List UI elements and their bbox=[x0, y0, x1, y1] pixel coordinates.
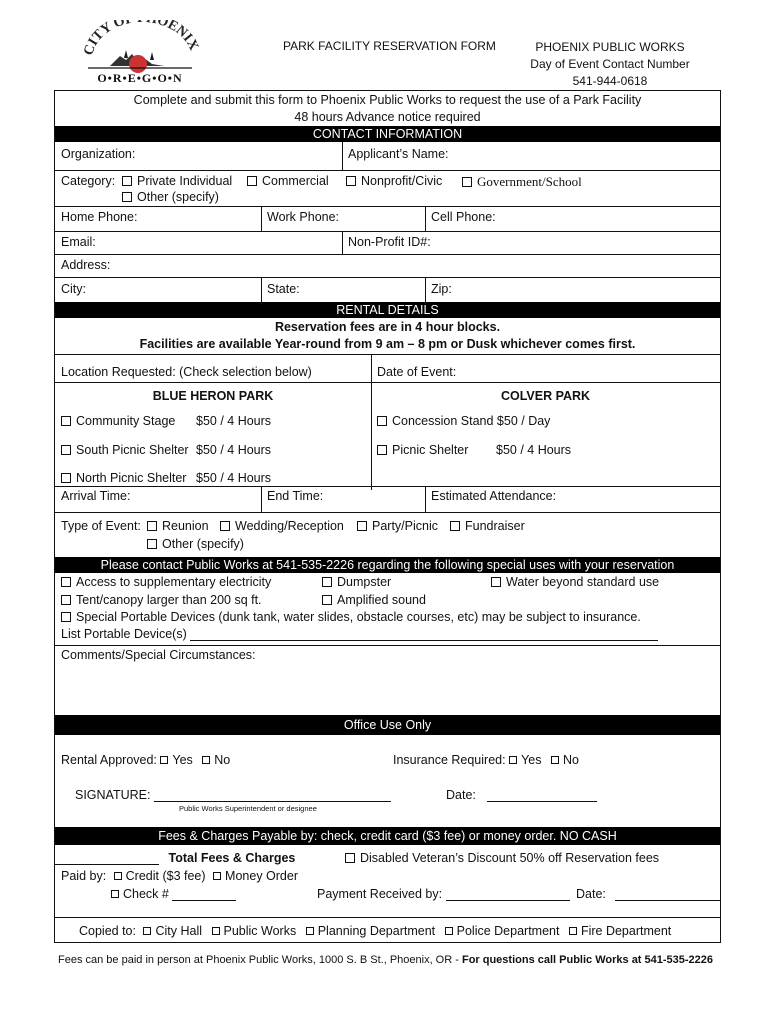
facility-row-2 bbox=[55, 433, 720, 462]
dept-name: PHOENIX PUBLIC WORKS bbox=[535, 40, 685, 54]
checkbox-icon bbox=[122, 192, 132, 202]
yes-label: Yes bbox=[521, 753, 542, 767]
total-fees-line[interactable] bbox=[55, 851, 159, 865]
type-wedding-checkbox[interactable] bbox=[220, 519, 344, 533]
category-row bbox=[55, 171, 720, 207]
city-row bbox=[55, 278, 720, 302]
logo-arc-text: CITY O OENIX bbox=[81, 20, 200, 58]
footer-payment-note: Fees can be paid in person at Phoenix Public Works, 1000 S. B St., Phoenix, OR - bbox=[58, 954, 462, 966]
category-label: Category: bbox=[61, 174, 116, 188]
svg-text:CITY OF PHOENIX bbox=[81, 20, 200, 57]
rental-notes bbox=[55, 318, 720, 355]
organization-row bbox=[55, 142, 720, 171]
yes-label: Yes bbox=[172, 753, 193, 767]
checkbox-icon bbox=[377, 445, 387, 455]
rental-approved-row bbox=[61, 753, 230, 767]
office-date-line[interactable] bbox=[487, 790, 597, 802]
intro-line-2: 48 hours Advance notice required bbox=[294, 110, 481, 124]
fees-bar: Fees & Charges Payable by: check, credit card ($3 fee) or money order. NO CASH bbox=[55, 827, 720, 845]
amplified-sound-checkbox[interactable] bbox=[322, 593, 426, 607]
category-nonprofit-checkbox[interactable] bbox=[346, 174, 442, 188]
organization-field[interactable]: Organization: bbox=[61, 147, 136, 161]
concession-stand-label: Concession Stand $50 / Day bbox=[392, 414, 551, 428]
office-use-section bbox=[55, 735, 720, 827]
community-stage-label: Community Stage bbox=[76, 414, 176, 428]
category-other-checkbox[interactable] bbox=[122, 190, 219, 204]
checkbox-icon bbox=[345, 853, 355, 863]
checkbox-icon bbox=[509, 756, 517, 764]
water-label: Water beyond standard use bbox=[506, 575, 660, 589]
special-uses-bar: Please contact Public Works at 541-535-2226 regarding the following special uses with your reservation bbox=[55, 557, 720, 573]
payment-received-label: Payment Received by: bbox=[317, 887, 443, 901]
copy-city-hall-label: City Hall bbox=[155, 924, 203, 938]
type-other-label: Other (specify) bbox=[162, 537, 244, 551]
payment-date-line[interactable] bbox=[615, 889, 721, 901]
checkbox-icon bbox=[491, 577, 501, 587]
checkbox-icon bbox=[220, 521, 230, 531]
signature-label: SIGNATURE: bbox=[75, 788, 151, 802]
rental-approved-label: Rental Approved: bbox=[61, 753, 157, 767]
email-field[interactable]: Email: bbox=[61, 235, 96, 249]
special-uses-section bbox=[55, 573, 720, 646]
type-wedding-label: Wedding/Reception bbox=[235, 519, 344, 533]
address-row bbox=[55, 255, 720, 278]
total-fees-field[interactable] bbox=[55, 851, 295, 865]
copy-public-works-label: Public Works bbox=[223, 924, 297, 938]
checkbox-icon bbox=[202, 756, 210, 764]
date-of-event-field[interactable]: Date of Event: bbox=[377, 365, 457, 379]
paid-by-label: Paid by: bbox=[61, 869, 107, 883]
hours-note: Facilities are available Year-round from 9 am – 8 pm or Dusk whichever comes first. bbox=[139, 337, 636, 351]
contact-number: 541-944-0618 bbox=[572, 74, 648, 88]
north-picnic-shelter-fee: $50 / 4 Hours bbox=[196, 471, 272, 485]
checkbox-icon bbox=[61, 595, 71, 605]
reservation-form bbox=[54, 90, 721, 943]
applicant-name-field[interactable]: Applicant’s Name: bbox=[348, 147, 449, 161]
paid-check-label: Check # bbox=[123, 887, 169, 901]
office-date-field[interactable] bbox=[446, 788, 597, 802]
paid-credit-checkbox[interactable] bbox=[114, 869, 206, 883]
checkbox-icon bbox=[61, 473, 71, 483]
end-time-field[interactable]: End Time: bbox=[267, 489, 324, 503]
footer-questions-note: For questions call Public Works at 541-535-2226 bbox=[461, 954, 714, 966]
tent-checkbox[interactable] bbox=[61, 593, 262, 607]
no-label: No bbox=[562, 753, 579, 767]
community-stage-fee: $50 / 4 Hours bbox=[196, 414, 272, 428]
category-nonprofit-label: Nonprofit/Civic bbox=[361, 174, 443, 188]
checkbox-icon bbox=[462, 177, 472, 187]
rental-details-bar: RENTAL DETAILS bbox=[55, 302, 720, 318]
time-row bbox=[55, 486, 720, 513]
portable-device-list-label: List Portable Device(s) bbox=[61, 627, 187, 641]
copied-to-row bbox=[55, 917, 720, 943]
dumpster-checkbox[interactable] bbox=[322, 575, 391, 589]
phone-row bbox=[55, 207, 720, 232]
copy-fire-checkbox[interactable] bbox=[569, 924, 671, 938]
checkbox-icon bbox=[247, 176, 257, 186]
copied-to-list bbox=[79, 924, 671, 938]
category-commercial-checkbox[interactable] bbox=[247, 174, 329, 188]
check-number-line[interactable] bbox=[172, 889, 236, 901]
checkbox-icon bbox=[213, 872, 221, 880]
type-fundraiser-label: Fundraiser bbox=[465, 519, 525, 533]
checkbox-icon bbox=[61, 612, 71, 622]
footer-note bbox=[58, 954, 713, 966]
copied-to-label: Copied to: bbox=[79, 924, 136, 938]
nonprofit-id-field[interactable]: Non-Profit ID#: bbox=[348, 235, 431, 249]
electricity-checkbox[interactable] bbox=[61, 575, 271, 589]
colver-picnic-shelter-fee: $50 / 4 Hours bbox=[496, 443, 572, 457]
tent-label: Tent/canopy larger than 200 sq ft. bbox=[76, 593, 262, 607]
fees-section bbox=[55, 845, 720, 916]
intro-line-1: Complete and submit this form to Phoenix Public Works to request the use of a Park Facility bbox=[133, 93, 642, 107]
rental-approved-yes[interactable] bbox=[160, 753, 192, 767]
colver-park-heading: COLVER PARK bbox=[500, 389, 591, 403]
checkbox-icon bbox=[212, 927, 220, 935]
checkbox-icon bbox=[346, 176, 356, 186]
category-government-label: Government/School bbox=[477, 174, 582, 189]
contact-label: Day of Event Contact Number bbox=[530, 57, 690, 71]
office-date-label: Date: bbox=[446, 788, 476, 802]
comments-section bbox=[55, 646, 720, 715]
city-logo bbox=[80, 20, 200, 86]
checkbox-icon bbox=[445, 927, 453, 935]
category-private-label: Private Individual bbox=[137, 174, 233, 188]
insurance-no[interactable] bbox=[551, 753, 579, 767]
logo-oregon-text: O•R•E•G•O•N bbox=[97, 71, 183, 85]
category-government-checkbox[interactable] bbox=[462, 174, 582, 190]
email-row bbox=[55, 232, 720, 255]
south-picnic-shelter-label: South Picnic Shelter bbox=[76, 443, 189, 457]
payment-date-field[interactable] bbox=[576, 887, 721, 901]
arrival-time-field[interactable]: Arrival Time: bbox=[61, 489, 131, 503]
facility-row-1 bbox=[55, 404, 720, 433]
colver-picnic-shelter-label: Picnic Shelter bbox=[392, 443, 469, 457]
north-picnic-shelter-checkbox[interactable] bbox=[61, 471, 186, 485]
portable-devices-label: Special Portable Devices (dunk tank, water slides, obstacle courses, etc) may be subject to insurance. bbox=[76, 610, 641, 624]
copy-planning-checkbox[interactable] bbox=[306, 924, 435, 938]
work-phone-field[interactable]: Work Phone: bbox=[267, 210, 340, 224]
copy-city-hall-checkbox[interactable] bbox=[143, 924, 202, 938]
checkbox-icon bbox=[61, 416, 71, 426]
insurance-required-row bbox=[393, 753, 579, 767]
type-fundraiser-checkbox[interactable] bbox=[450, 519, 525, 533]
checkbox-icon bbox=[160, 756, 168, 764]
estimated-attendance-field[interactable]: Estimated Attendance: bbox=[431, 489, 557, 503]
paid-credit-label: Credit ($3 fee) bbox=[125, 869, 206, 883]
checkbox-icon bbox=[377, 416, 387, 426]
paid-money-order-label: Money Order bbox=[225, 869, 298, 883]
rental-approved-no[interactable] bbox=[202, 753, 230, 767]
checkbox-icon bbox=[569, 927, 577, 935]
water-checkbox[interactable] bbox=[491, 575, 659, 589]
checkbox-icon bbox=[61, 445, 71, 455]
category-other-label: Other (specify) bbox=[137, 190, 219, 204]
colver-picnic-shelter-checkbox[interactable] bbox=[377, 443, 468, 457]
insurance-yes[interactable] bbox=[509, 753, 541, 767]
payment-received-line[interactable] bbox=[446, 889, 570, 901]
north-picnic-shelter-label: North Picnic Shelter bbox=[76, 471, 187, 485]
portable-devices-checkbox[interactable] bbox=[61, 610, 641, 624]
copy-fire-label: Fire Department bbox=[580, 924, 672, 938]
checkbox-icon bbox=[143, 927, 151, 935]
event-type-row bbox=[55, 513, 720, 557]
checkbox-icon bbox=[147, 521, 157, 531]
checkbox-icon bbox=[111, 890, 119, 898]
checkbox-icon bbox=[551, 756, 559, 764]
type-party-label: Party/Picnic bbox=[372, 519, 438, 533]
copy-planning-label: Planning Department bbox=[317, 924, 436, 938]
copy-police-checkbox[interactable] bbox=[445, 924, 560, 938]
copy-public-works-checkbox[interactable] bbox=[212, 924, 297, 938]
copy-police-label: Police Department bbox=[456, 924, 560, 938]
location-requested-label: Location Requested: (Check selection below) bbox=[61, 365, 312, 379]
cell-phone-field[interactable]: Cell Phone: bbox=[431, 210, 496, 224]
form-title: PARK FACILITY RESERVATION FORM bbox=[283, 39, 496, 53]
office-use-bar: Office Use Only bbox=[55, 715, 720, 735]
electricity-label: Access to supplementary electricity bbox=[76, 575, 272, 589]
payment-received-field[interactable] bbox=[317, 887, 570, 901]
address-field[interactable]: Address: bbox=[61, 258, 111, 272]
checkbox-icon bbox=[122, 176, 132, 186]
concession-stand-checkbox[interactable] bbox=[377, 414, 550, 428]
south-picnic-shelter-fee: $50 / 4 Hours bbox=[196, 443, 272, 457]
portable-device-list-line[interactable] bbox=[190, 640, 658, 641]
fees-note: Reservation fees are in 4 hour blocks. bbox=[274, 320, 501, 334]
home-phone-field[interactable]: Home Phone: bbox=[61, 210, 138, 224]
veteran-discount-label: Disabled Veteran’s Discount 50% off Reservation fees bbox=[360, 851, 660, 865]
paid-money-order-checkbox[interactable] bbox=[213, 869, 298, 883]
type-reunion-checkbox[interactable] bbox=[147, 519, 209, 533]
zip-field[interactable]: Zip: bbox=[431, 282, 452, 296]
insurance-required-label: Insurance Required: bbox=[393, 753, 506, 767]
park-header-row bbox=[55, 383, 720, 404]
checkbox-icon bbox=[114, 872, 122, 880]
dumpster-label: Dumpster bbox=[337, 575, 392, 589]
community-stage-checkbox[interactable] bbox=[61, 414, 175, 428]
signature-field[interactable] bbox=[75, 788, 391, 802]
header-contact bbox=[510, 39, 710, 90]
state-field[interactable]: State: bbox=[267, 282, 300, 296]
checkbox-icon bbox=[450, 521, 460, 531]
veteran-discount-checkbox[interactable] bbox=[345, 851, 659, 865]
paid-check-checkbox[interactable] bbox=[111, 887, 236, 901]
paid-by-row bbox=[61, 869, 298, 883]
checkbox-icon bbox=[306, 927, 314, 935]
signature-caption: Public Works Superintendent or designee bbox=[179, 804, 317, 813]
type-reunion-label: Reunion bbox=[162, 519, 209, 533]
category-commercial-label: Commercial bbox=[262, 174, 329, 188]
city-field[interactable]: City: bbox=[61, 282, 86, 296]
checkbox-icon bbox=[322, 577, 332, 587]
checkbox-icon bbox=[357, 521, 367, 531]
no-label: No bbox=[214, 753, 231, 767]
intro-section bbox=[55, 91, 720, 126]
total-fees-label: Total Fees & Charges bbox=[168, 851, 296, 865]
category-private-checkbox[interactable] bbox=[122, 174, 232, 188]
type-other-checkbox[interactable] bbox=[147, 537, 244, 551]
location-row bbox=[55, 355, 720, 383]
amplified-sound-label: Amplified sound bbox=[337, 593, 426, 607]
blue-heron-park-heading: BLUE HERON PARK bbox=[152, 389, 274, 403]
payment-date-label: Date: bbox=[576, 887, 606, 901]
checkbox-icon bbox=[147, 539, 157, 549]
south-picnic-shelter-checkbox[interactable] bbox=[61, 443, 189, 457]
event-type-label: Type of Event: bbox=[61, 519, 141, 533]
contact-info-bar: CONTACT INFORMATION bbox=[55, 126, 720, 142]
checkbox-icon bbox=[61, 577, 71, 587]
checkbox-icon bbox=[322, 595, 332, 605]
signature-line[interactable] bbox=[154, 790, 391, 802]
comments-field[interactable]: Comments/Special Circumstances: bbox=[61, 648, 256, 662]
portable-device-list-field[interactable] bbox=[61, 627, 658, 641]
type-party-checkbox[interactable] bbox=[357, 519, 438, 533]
